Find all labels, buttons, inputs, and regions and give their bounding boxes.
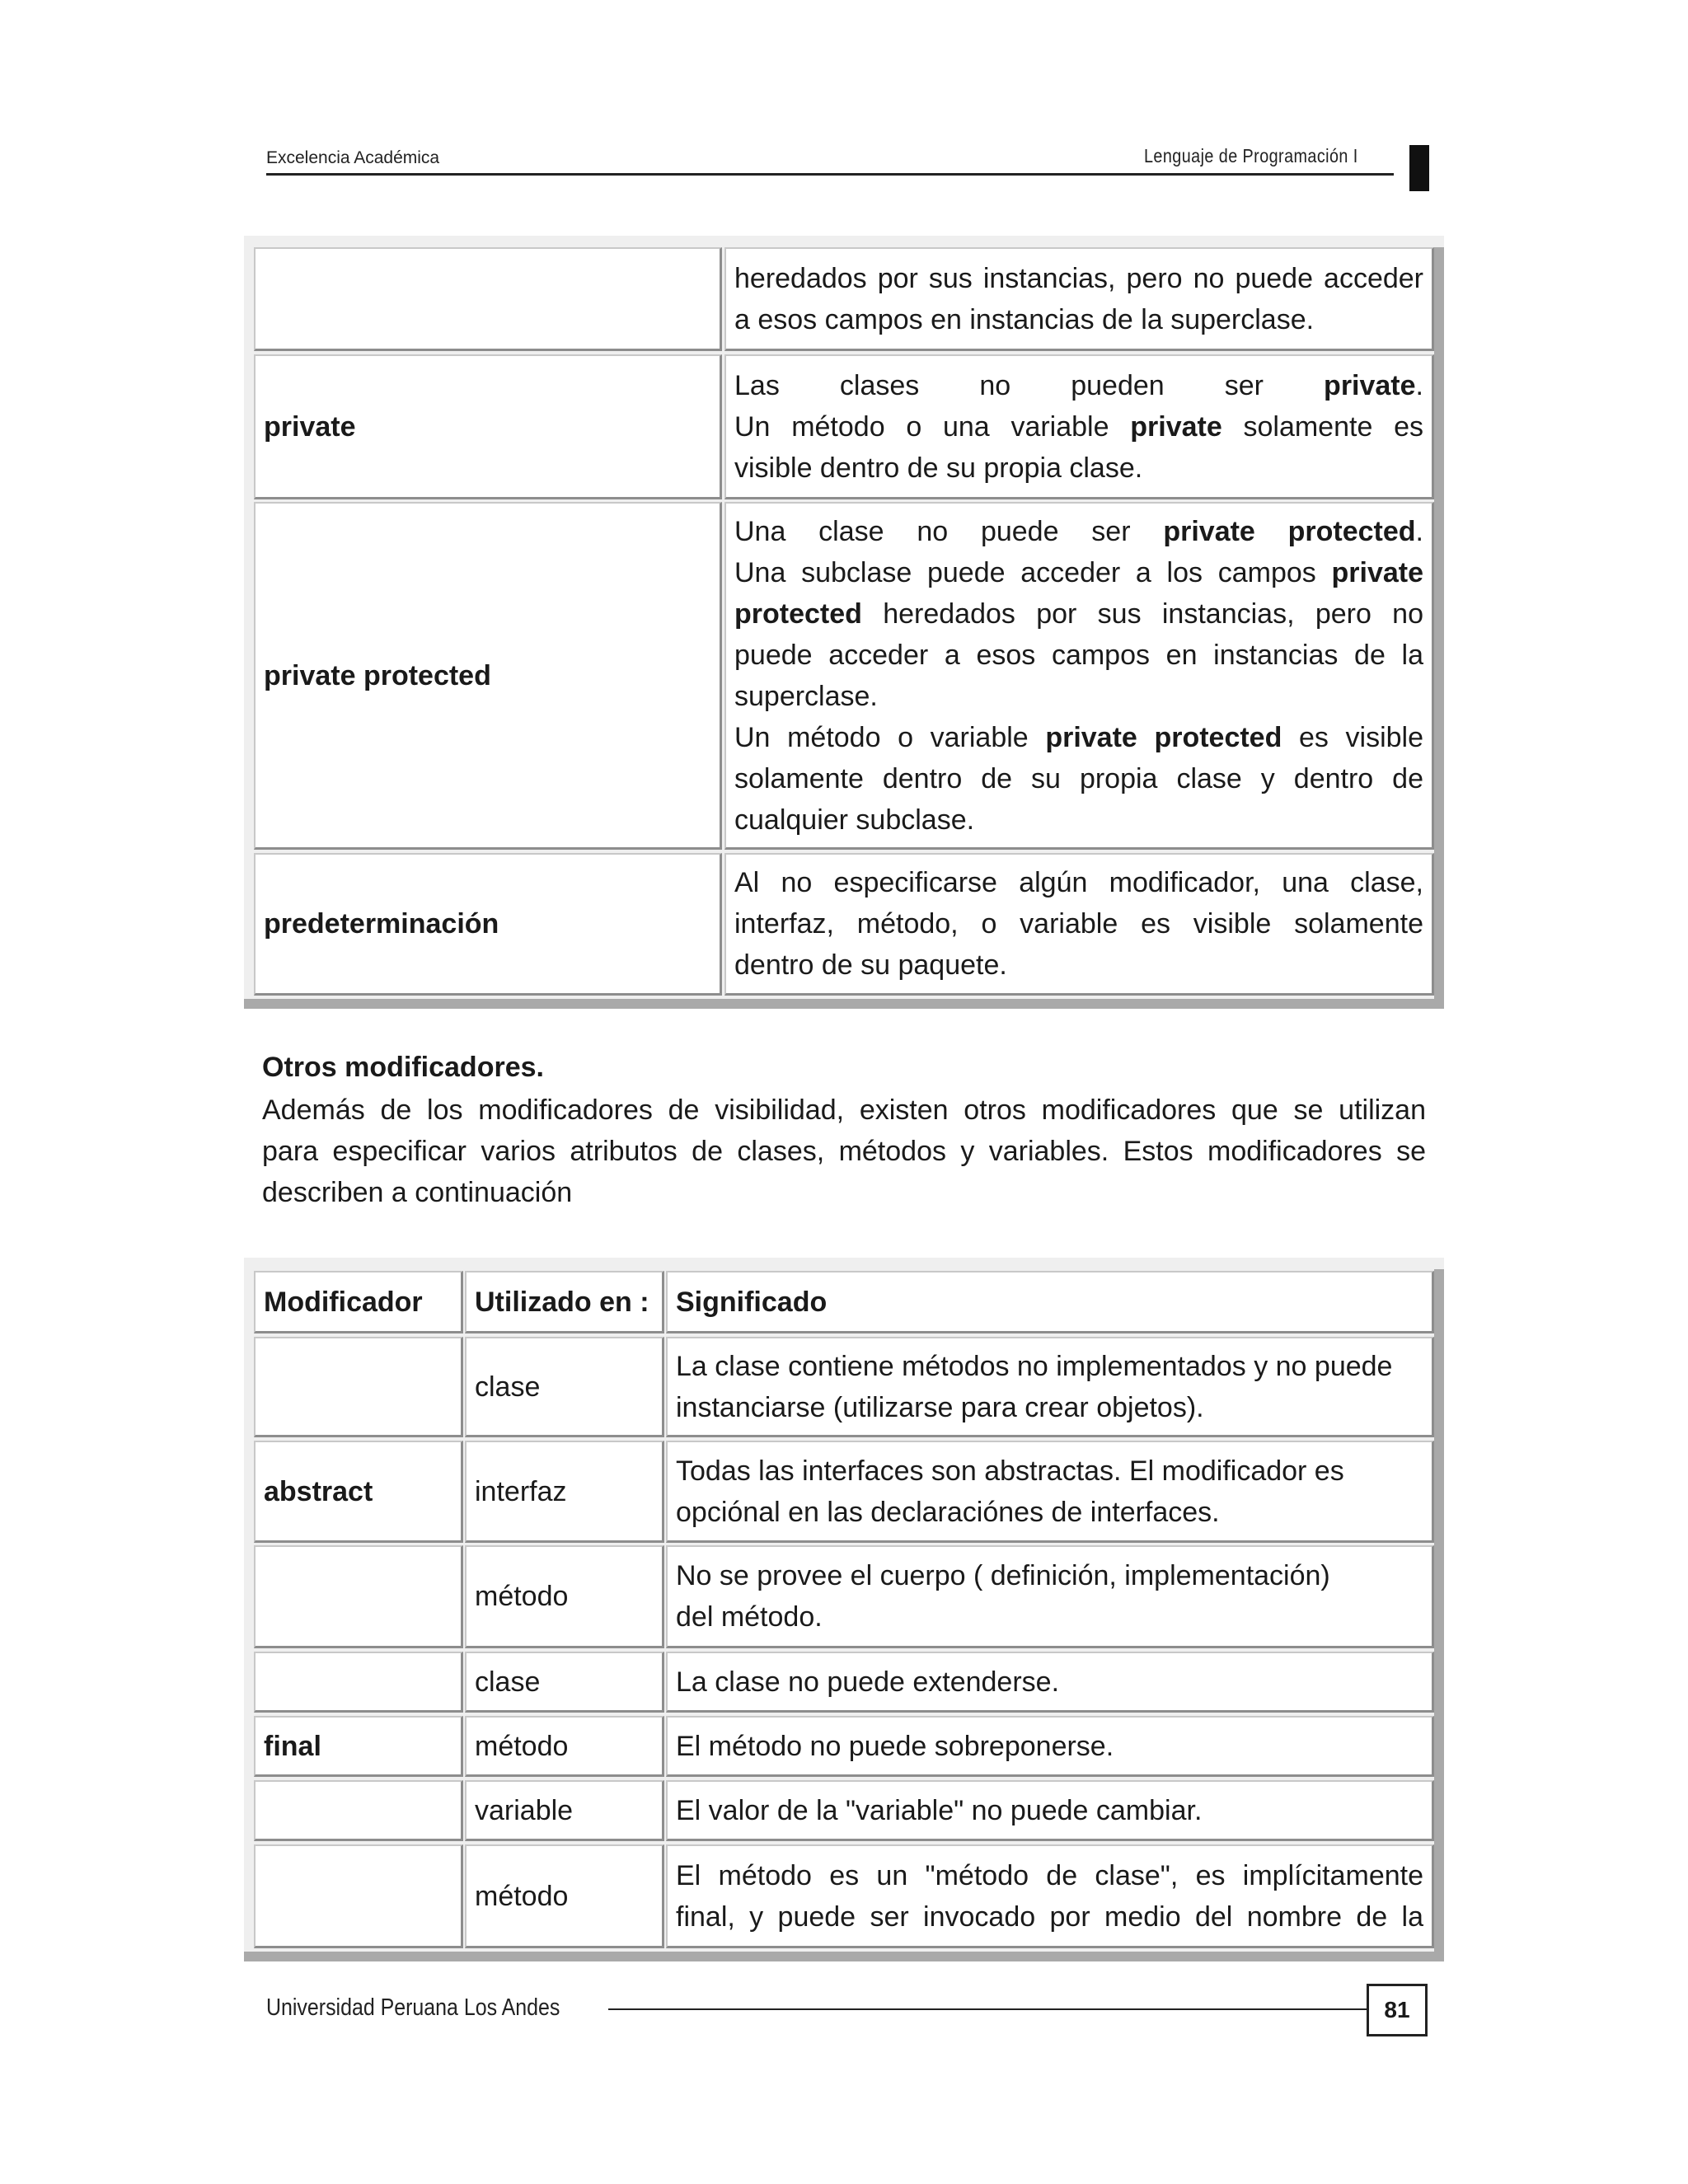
text-line: interfaz, método, o variable es visible solamente — [734, 908, 1423, 940]
text-line: Un método o variable private protected es visible — [734, 721, 1423, 753]
header-right-text: Lenguaje de Programación I — [1144, 145, 1358, 166]
header-marker — [1409, 145, 1429, 191]
meaning-line: El método no puede sobreponerse. — [676, 1730, 1114, 1762]
meaning-line: No se provee el cuerpo ( definición, implementación) — [676, 1560, 1330, 1591]
t2-meaning-cell — [666, 1780, 1434, 1841]
t2-used-cell: método — [465, 1545, 664, 1648]
t1-row4-label: predeterminación — [254, 853, 722, 996]
t2-used-cell: método — [465, 1716, 664, 1777]
meaning-line: El valor de la "variable" no puede cambiar. — [676, 1794, 1203, 1826]
t2-meaning-cell — [666, 1844, 1434, 1948]
t2-header-meaning: Significado — [666, 1271, 1434, 1333]
header-left-text: Excelencia Académica — [266, 148, 440, 167]
text-line: a esos campos en instancias de la superclase. — [734, 303, 1315, 335]
t1-row1-label — [254, 247, 722, 351]
text-line: dentro de su paquete. — [734, 949, 1007, 981]
t1-row3-lines — [734, 511, 1423, 841]
section-paragraph — [262, 1090, 1426, 1213]
t2-header-modifier: Modificador — [254, 1271, 463, 1333]
table-visibility-shadow-bottom — [244, 999, 1444, 1009]
meaning-line: instanciarse (utilizarse para crear objetos). — [676, 1391, 1204, 1423]
meaning-line: del método. — [676, 1601, 823, 1633]
text-line: Las clases no pueden ser private. — [734, 369, 1423, 401]
t1-row4-text — [724, 853, 1434, 996]
t1-row4-lines — [734, 862, 1423, 986]
t2-modifier-cell: final — [254, 1716, 463, 1777]
t1-row2-label: private — [254, 354, 722, 499]
table-modifiers-shadow-right — [1434, 1269, 1444, 1961]
meaning-line: final, y puede ser invocado por medio del nombre de la — [676, 1900, 1423, 1933]
t2-meaning-cell — [666, 1441, 1434, 1543]
t2-header-used: Utilizado en : — [465, 1271, 664, 1333]
table-visibility-shadow-right — [1434, 247, 1444, 1009]
t2-modifier-cell: abstract — [254, 1441, 463, 1543]
text-line: Una clase no puede ser private protected. — [734, 515, 1423, 547]
t2-modifier-cell — [254, 1545, 463, 1648]
text-line: cualquier subclase. — [734, 804, 975, 836]
table-modifiers-shadow-bottom — [244, 1952, 1444, 1961]
meaning-line: La clase contiene métodos no implementados y no puede — [676, 1350, 1393, 1382]
section-line: para especificar varios atributos de clases, métodos y variables. Estos modificadores se — [262, 1136, 1426, 1167]
t2-modifier-cell — [254, 1337, 463, 1437]
footer-university: Universidad Peruana Los Andes — [266, 1994, 560, 2021]
t2-meaning-cell — [666, 1652, 1434, 1713]
t2-modifier-cell — [254, 1844, 463, 1948]
t2-modifier-cell — [254, 1780, 463, 1841]
section-line: Además de los modificadores de visibilidad, existen otros modificadores que se utilizan — [262, 1094, 1426, 1126]
t2-used-cell: interfaz — [465, 1441, 664, 1543]
section-line: describen a continuación — [262, 1177, 573, 1208]
t1-row1-text — [724, 247, 1434, 351]
text-line: heredados por sus instancias, pero no puede acceder — [734, 262, 1423, 294]
t2-used-cell: clase — [465, 1652, 664, 1713]
text-line: solamente dentro de su propia clase y dentro de — [734, 762, 1423, 794]
section-title: Otros modificadores. — [262, 1052, 544, 1083]
text-line: visible dentro de su propia clase. — [734, 452, 1143, 484]
t1-row3-label: private protected — [254, 502, 722, 850]
t1-row2-lines — [734, 365, 1423, 489]
text-line: Al no especificarse algún modificador, una clase, — [734, 867, 1423, 898]
text-line: superclase. — [734, 680, 878, 712]
meaning-line: opciónal en las declaraciónes de interfaces. — [676, 1496, 1220, 1528]
text-line: puede acceder a esos campos en instancias de la — [734, 639, 1423, 671]
meaning-line: La clase no puede extenderse. — [676, 1666, 1060, 1698]
t2-used-cell: método — [465, 1844, 664, 1948]
page-number: 81 — [1367, 1984, 1428, 2036]
t2-meaning-cell — [666, 1716, 1434, 1777]
t1-row2-text — [724, 354, 1434, 499]
text-line: Un método o una variable private solamente es — [734, 410, 1423, 443]
t2-meaning-cell — [666, 1545, 1434, 1648]
t2-used-cell: variable — [465, 1780, 664, 1841]
t2-modifier-cell — [254, 1652, 463, 1713]
t2-used-cell: clase — [465, 1337, 664, 1437]
t2-meaning-cell — [666, 1337, 1434, 1437]
meaning-line: Todas las interfaces son abstractas. El modificador es — [676, 1455, 1344, 1487]
t1-row3-text — [724, 502, 1434, 850]
meaning-line: El método es un "método de clase", es implícitamente — [676, 1859, 1423, 1891]
header-rule — [266, 173, 1394, 176]
text-line: protected heredados por sus instancias, pero no — [734, 598, 1423, 630]
text-line: Una subclase puede acceder a los campos private — [734, 556, 1423, 588]
t1-row1-lines — [734, 258, 1423, 340]
footer-rule — [608, 2008, 1367, 2010]
